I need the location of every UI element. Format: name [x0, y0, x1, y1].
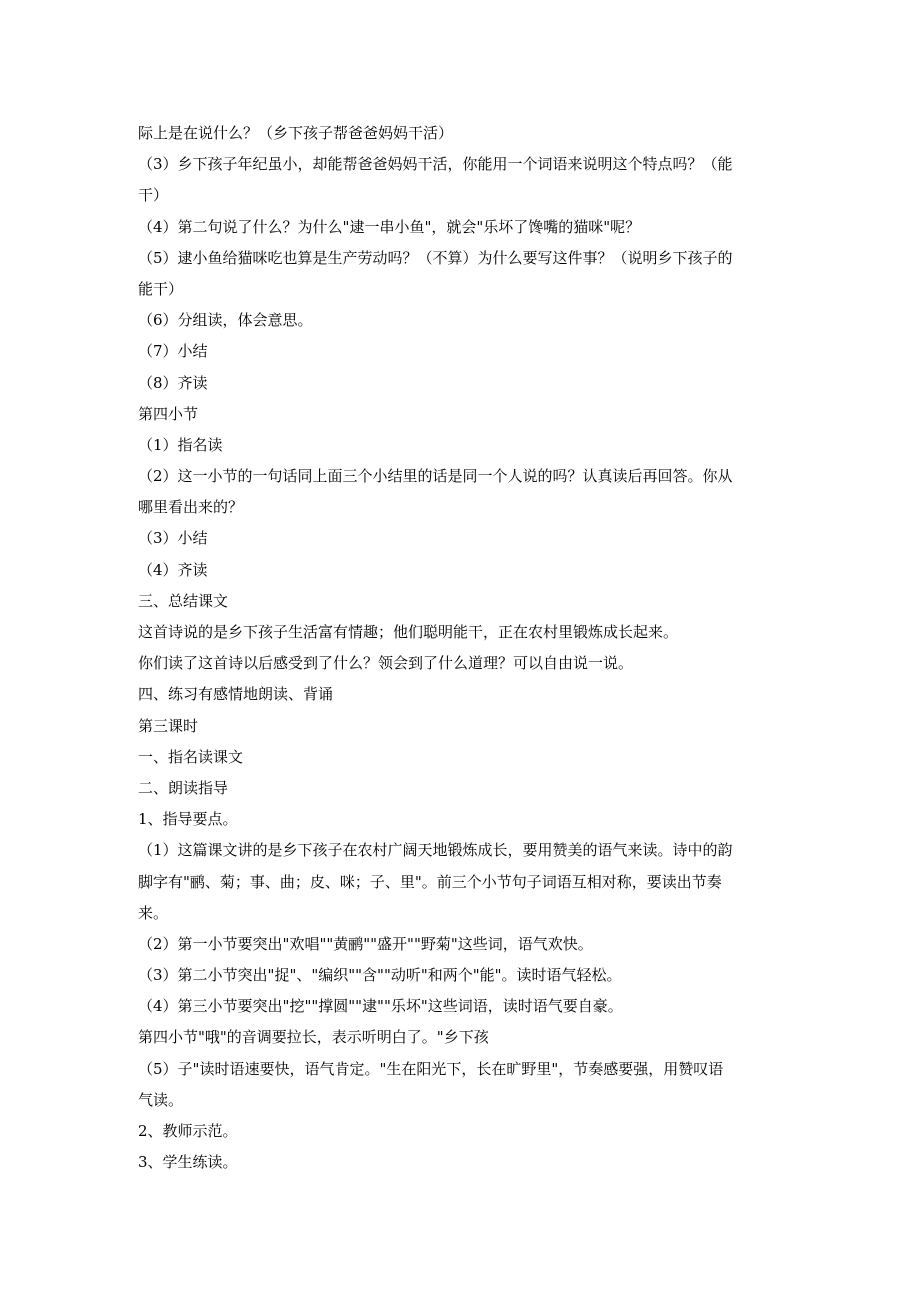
- text-line: （4）齐读: [138, 560, 208, 579]
- section-heading: 第四小节: [138, 404, 199, 423]
- section-heading: 三、总结课文: [138, 591, 229, 610]
- text-line: （5）子"读时语速要快，语气肯定。"生在阳光下，长在旷野里"，节奏感要强，用赞叹语: [138, 1059, 724, 1078]
- text-line: （3）乡下孩子年纪虽小，却能帮爸爸妈妈干活，你能用一个词语来说明这个特点吗？（能: [138, 155, 733, 174]
- text-line: 来。: [138, 903, 169, 922]
- text-line: 干）: [138, 186, 169, 205]
- text-line: 第四小节"哦"的音调要拉长，表示听明白了。"乡下孩: [138, 1028, 489, 1047]
- text-line: （1）指名读: [138, 435, 223, 454]
- text-line: 脚字有"鹂、菊；事、曲；皮、咪；子、里"。前三个小节句子词语互相对称，要读出节奏: [138, 872, 722, 891]
- section-heading: 一、指名读课文: [138, 747, 244, 766]
- text-line: 气读。: [138, 1090, 184, 1109]
- text-line: 你们读了这首诗以后感受到了什么？领会到了什么道理？可以自由说一说。: [138, 654, 634, 673]
- text-line: 这首诗说的是乡下孩子生活富有情趣；他们聪明能干，正在农村里锻炼成长起来。: [138, 623, 679, 641]
- text-line: （5）逮小鱼给猫咪吃也算是生产劳动吗？（不算）为什么要写这件事？（说明乡下孩子的: [138, 248, 733, 267]
- text-line: （2）这一小节的一句话同上面三个小结里的话是同一个人说的吗？认真读后再回答。你从: [138, 467, 733, 486]
- text-line: 1、指导要点。: [138, 810, 238, 829]
- text-line: （7）小结: [138, 342, 208, 361]
- text-line: （6）分组读，体会意思。: [138, 311, 313, 330]
- text-line: （4）第三小节要突出"挖""撑圆""逮""乐坏"这些词语，读时语气要自豪。: [138, 997, 623, 1016]
- document-body: [138, 118, 788, 1178]
- text-line: （4）第二句说了什么？为什么"逮一串小鱼"，就会"乐坏了馋嘴的猫咪"呢？: [138, 217, 641, 236]
- section-heading: 第三课时: [138, 716, 199, 735]
- text-line: （3）第二小节突出"捉"、"编织""含""动听"和两个"能"。读时语气轻松。: [138, 966, 622, 985]
- text-line: （3）小结: [138, 529, 208, 548]
- text-line: 能干）: [138, 279, 184, 298]
- text-line: （1）这篇课文讲的是乡下孩子在农村广阔天地锻炼成长，要用赞美的语气来读。诗中的韵: [138, 841, 733, 860]
- text-line: （2）第一小节要突出"欢唱""黄鹂""盛开""野菊"这些词，语气欢快。: [138, 934, 593, 953]
- section-heading: 四、练习有感情地朗读、背诵: [138, 685, 334, 704]
- section-heading: 二、朗读指导: [138, 778, 229, 797]
- text-line: 际上是在说什么？（乡下孩子帮爸爸妈妈干活）: [138, 124, 454, 142]
- text-line: 哪里看出来的？: [138, 498, 244, 517]
- text-line: （8）齐读: [138, 373, 208, 392]
- text-line: 2、教师示范。: [138, 1122, 238, 1140]
- text-line: 3、学生练读。: [138, 1153, 238, 1172]
